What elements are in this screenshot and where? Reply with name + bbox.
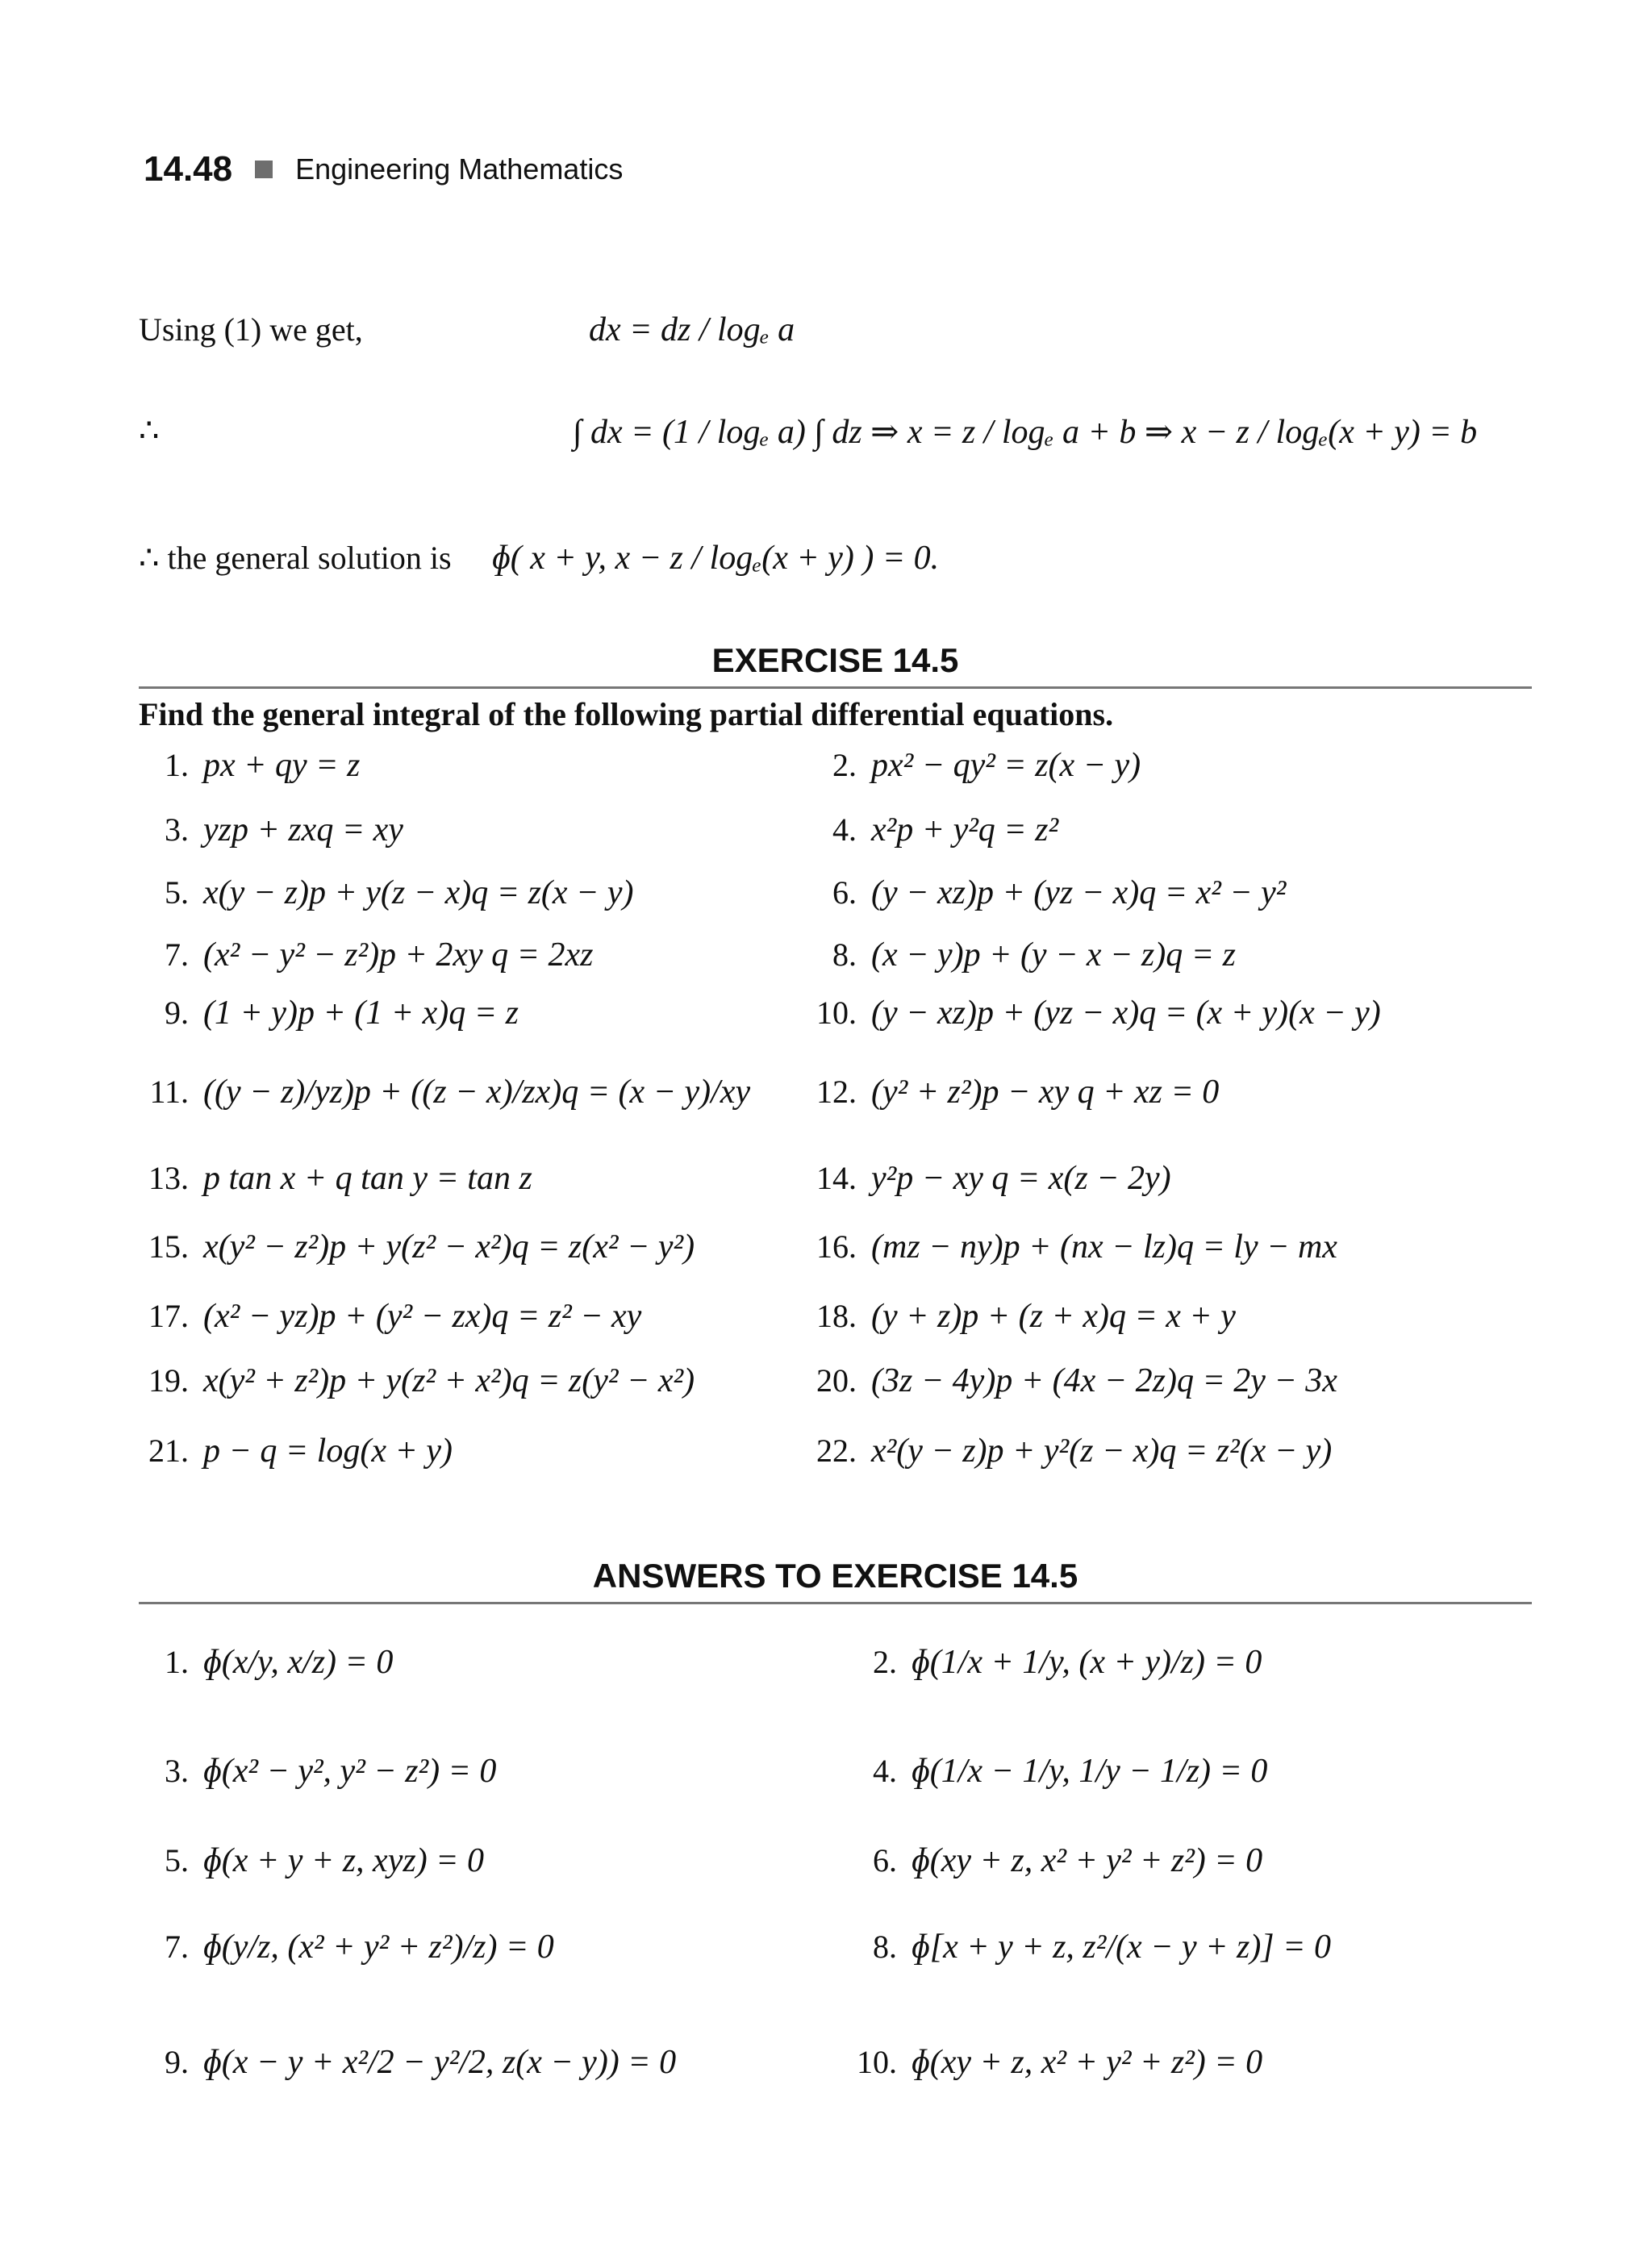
exercise-item: 12. (y² + z²)p − xy q + xz = 0: [816, 1074, 1220, 1111]
derivation-equation-1: dx = dz / logₑ a: [589, 311, 795, 348]
exercise-item: 5. x(y − z)p + y(z − x)q = z(x − y): [165, 874, 634, 911]
exercise-item: 22. x²(y − z)p + y²(z − x)q = z²(x − y): [816, 1432, 1333, 1470]
square-bullet-icon: [255, 161, 273, 178]
answer-item: 5. ɸ(x + y + z, xyz) = 0: [165, 1842, 485, 1879]
exercise-item: 14. y²p − xy q = x(z − 2y): [816, 1160, 1171, 1197]
exercise-item: 4. x²p + y²q = z²: [832, 811, 1059, 849]
answer-item: 6. ɸ(xy + z, x² + y² + z²) = 0: [873, 1842, 1263, 1879]
exercise-item: 19. x(y² + z²)p + y(z² + x²)q = z(y² − x²): [148, 1362, 695, 1399]
page-header: [144, 145, 623, 194]
exercise-item: 3. yzp + zxq = xy: [165, 811, 403, 849]
derivation-label-2: ∴: [139, 412, 160, 448]
answer-item: 2. ɸ(1/x + 1/y, (x + y)/z) = 0: [873, 1644, 1262, 1681]
exercise-item: 9. (1 + y)p + (1 + x)q = z: [165, 995, 519, 1032]
exercise-divider: [139, 686, 1532, 689]
answer-item: 1. ɸ(x/y, x/z) = 0: [165, 1644, 394, 1681]
page-number: 14.48: [144, 149, 233, 189]
exercise-item: 7. (x² − y² − z²)p + 2xy q = 2xz: [165, 936, 594, 974]
answers-divider: [139, 1602, 1532, 1604]
derivation-label-1: Using (1) we get,: [139, 311, 363, 348]
exercise-item: 17. (x² − yz)p + (y² − zx)q = z² − xy: [148, 1298, 642, 1335]
exercise-item: 20. (3z − 4y)p + (4x − 2z)q = 2y − 3x: [816, 1362, 1337, 1399]
exercise-item: 1. px + qy = z: [165, 747, 361, 784]
exercise-instruction: Find the general integral of the following partial differential equations.: [139, 696, 1114, 732]
exercise-item: 18. (y + z)p + (z + x)q = x + y: [816, 1298, 1236, 1335]
exercise-title: EXERCISE 14.5: [711, 641, 959, 679]
exercise-item: 6. (y − xz)p + (yz − x)q = x² − y²: [832, 874, 1287, 911]
answer-item: 3. ɸ(x² − y², y² − z²) = 0: [165, 1753, 497, 1790]
exercise-item: 13. p tan x + q tan y = tan z: [148, 1160, 532, 1197]
answer-item: 4. ɸ(1/x − 1/y, 1/y − 1/z) = 0: [873, 1753, 1268, 1790]
derivation-equation-3: ɸ( x + y, x − z / logₑ(x + y) ) = 0.: [492, 540, 940, 577]
derivation-label-3: ∴ the general solution is: [139, 540, 452, 576]
exercise-item: 8. (x − y)p + (y − x − z)q = z: [832, 936, 1236, 974]
answers-title: ANSWERS TO EXERCISE 14.5: [592, 1557, 1078, 1595]
exercise-item: 15. x(y² − z²)p + y(z² − x²)q = z(x² − y²): [148, 1228, 695, 1266]
exercise-item: 16. (mz − ny)p + (nx − lz)q = ly − mx: [816, 1228, 1337, 1266]
exercise-item: 2. px² − qy² = z(x − y): [832, 747, 1141, 784]
derivation-equation-2: ∫ dx = (1 / logₑ a) ∫ dz ⇒ x = z / logₑ a + b ⇒ x − z / logₑ(x + y) = b: [573, 414, 1478, 451]
book-title: Engineering Mathematics: [295, 152, 624, 186]
exercise-item: 21. p − q = log(x + y): [148, 1432, 453, 1470]
answer-item: 8. ɸ[x + y + z, z²/(x − y + z)] = 0: [873, 1929, 1331, 1966]
answer-item: 7. ɸ(y/z, (x² + y² + z²)/z) = 0: [165, 1929, 554, 1966]
answer-item: 10. ɸ(xy + z, x² + y² + z²) = 0: [857, 2044, 1263, 2081]
answer-item: 9. ɸ(x − y + x²/2 − y²/2, z(x − y)) = 0: [165, 2044, 677, 2081]
exercise-item: 11. ((y − z)/yz)p + ((z − x)/zx)q = (x − y)/xy: [149, 1074, 751, 1111]
exercise-item: 10. (y − xz)p + (yz − x)q = (x + y)(x − y): [816, 995, 1381, 1032]
